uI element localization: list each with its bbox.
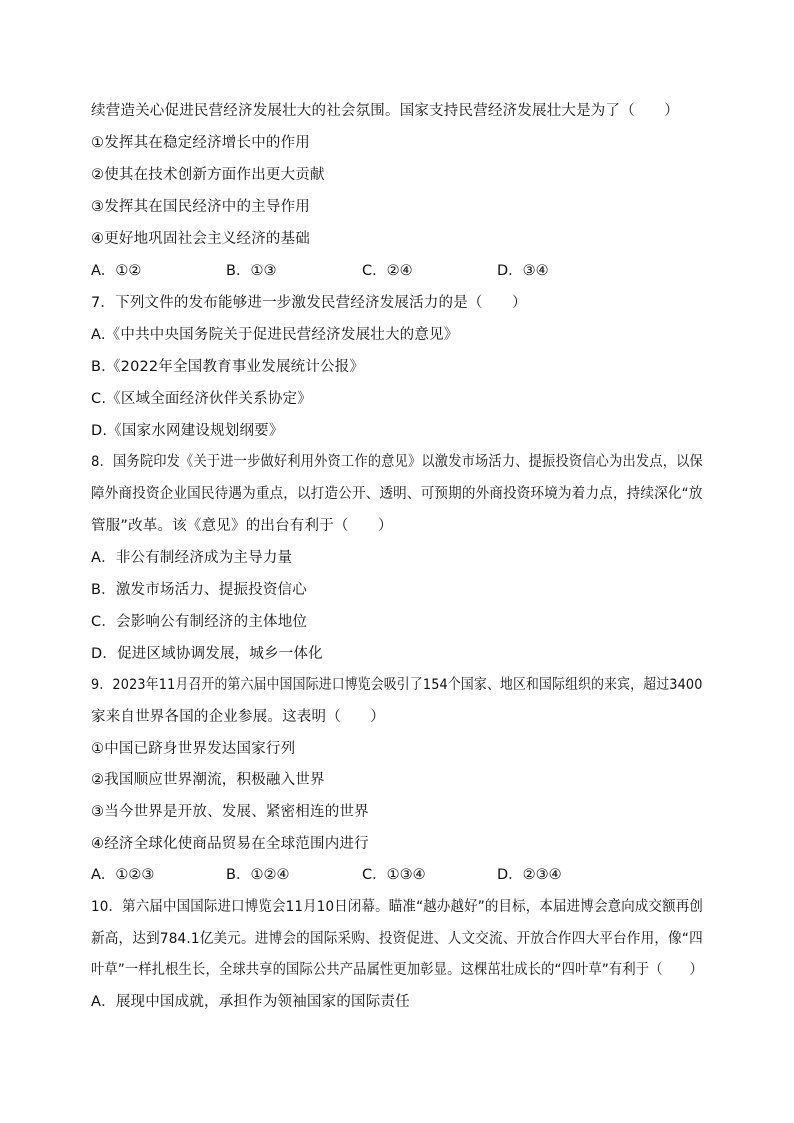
q7-option-d: D.《国家水网建设规划纲要》 (91, 423, 284, 439)
q8-option-a: A．非公有制经济成为主导力量 (91, 550, 293, 566)
q7-option-a: A.《中共中央国务院关于促进民营经济发展壮大的意见》 (91, 327, 459, 343)
q10-stem-line-3: 叶草”一样扎根生长，全球共享的国际公共产品属性更加彰显。这棵茁壮成长的“四叶草”有利于（ ） (91, 962, 703, 978)
q9-statement-3: ③当今世界是开放、发展、紧密相连的世界 (91, 804, 369, 820)
q6-stem: 续营造关心促进民营经济发展壮大的社会氛围。国家支持民营经济发展壮大是为了（ ） (91, 103, 679, 119)
q10-stem-line-1: 10．第六届中国国际进口博览会11月10日闭幕。瞄准“越办越好”的目标，本届进博会意向成交额再创 (91, 899, 704, 915)
q6-statement-3: ③发挥其在国民经济中的主导作用 (91, 199, 310, 215)
q6-option-d: D．③④ (497, 263, 549, 279)
q9-option-c: C．①③④ (362, 867, 426, 883)
q10-option-a: A．展现中国成就，承担作为领袖国家的国际责任 (91, 994, 410, 1010)
q6-option-a: A．①② (91, 263, 142, 279)
q8-option-b: B．激发市场活力、提振投资信心 (91, 582, 307, 598)
q9-option-d: D．②③④ (497, 867, 562, 883)
q10-stem-line-2: 新高，达到784.1亿美元。进博会的国际采购、投资促进、人文交流、开放合作四大平台作用，像“四 (91, 931, 703, 947)
q9-statement-1: ①中国已跻身世界发达国家行列 (91, 741, 296, 757)
q9-statement-2: ②我国顺应世界潮流，积极融入世界 (91, 772, 325, 788)
q8-option-c: C．会影响公有制经济的主体地位 (91, 614, 308, 630)
q9-option-b: B．①②④ (226, 867, 290, 883)
q7-stem: 7．下列文件的发布能够进一步激发民营经济发展活力的是（ ） (91, 295, 527, 311)
q7-option-b: B.《2022年全国教育事业发展统计公报》 (91, 359, 365, 375)
q6-statement-1: ①发挥其在稳定经济增长中的作用 (91, 135, 310, 151)
q6-option-c: C．②④ (362, 263, 413, 279)
q6-statement-4: ④更好地巩固社会主义经济的基础 (91, 231, 310, 247)
q9-option-a: A．①②③ (91, 867, 155, 883)
q6-option-b: B．①③ (226, 263, 277, 279)
q7-option-c: C.《区域全面经济伙伴关系协定》 (91, 391, 312, 407)
q8-option-d: D．促进区域协调发展，城乡一体化 (91, 646, 323, 662)
q9-stem-line-2: 家来自世界各国的企业参展。这表明（ ） (91, 709, 385, 725)
q9-statement-4: ④经济全球化使商品贸易在全球范围内进行 (91, 836, 369, 852)
q8-stem-line-2: 障外商投资企业国民待遇为重点，以打造公开、透明、可预期的外商投资环境为着力点，持续深化“放 (91, 486, 703, 502)
q8-stem-line-1: 8．国务院印发《关于进一步做好利用外资工作的意见》以激发市场活力、提振投资信心为出发点，以保 (91, 454, 703, 470)
q6-statement-2: ②使其在技术创新方面作出更大贡献 (91, 167, 325, 183)
q9-stem-line-1: 9．2023年11月召开的第六届中国国际进口博览会吸引了154个国家、地区和国际组织的来宾，超过3400 (91, 677, 703, 693)
q8-stem-line-3: 管服”改革。该《意见》的出台有利于（ ） (91, 518, 393, 534)
